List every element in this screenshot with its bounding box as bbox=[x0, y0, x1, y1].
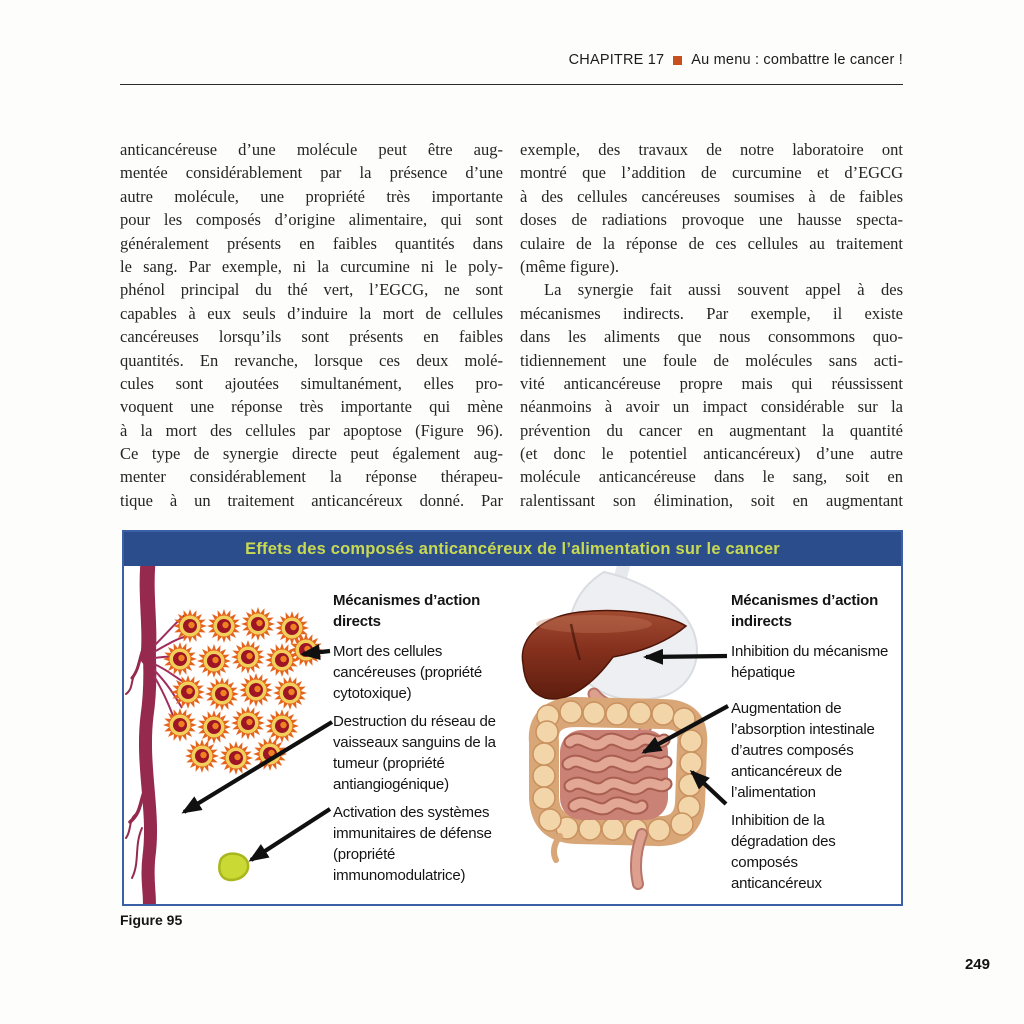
text-line: menter considérablement la réponse thérapeu- bbox=[120, 467, 503, 487]
text-line: montré que l’addition de curcumine et d’EGCG bbox=[520, 163, 903, 183]
header-rule bbox=[120, 84, 903, 85]
text-line: capables à eux seuls d’induire la mort de cellules bbox=[120, 303, 503, 323]
figure-box bbox=[122, 530, 903, 906]
label-cell-death: Mort des cellules cancéreuses (propriété cytotoxique) bbox=[333, 643, 483, 702]
rectum bbox=[636, 834, 642, 884]
figure-title-bar bbox=[124, 532, 901, 566]
text-line: culaire de la réponse de ces cellules au traitement bbox=[520, 233, 903, 253]
label-intestinal-absorption: Augmentation de l’absorption intestinale d’autres composés anticancéreux de l’alimentation bbox=[731, 700, 875, 801]
text-line: molécule anticancéreuse dans le sang, soit en bbox=[520, 467, 903, 487]
figure-caption: Figure 95 bbox=[120, 912, 183, 928]
text-line: (et donc le potentiel anticancéreux) d’une autre bbox=[520, 444, 903, 464]
chapter-label: CHAPITRE 17 bbox=[568, 52, 665, 68]
text-line: mentée considérablement par la présence d’une bbox=[120, 163, 503, 183]
indirect-mechanisms-heading: Mécanismes d’action indirects bbox=[731, 592, 879, 630]
text-line: autre molécule, une propriété très importante bbox=[120, 186, 503, 206]
text-line: pour les composés d’origine alimentaire, qui sont bbox=[120, 210, 503, 230]
text-line: exemple, des travaux de notre laboratoire ont bbox=[520, 140, 903, 159]
text-line: ralentissant son élimination, soit en augmentant bbox=[520, 490, 903, 510]
square-bullet-icon bbox=[673, 56, 682, 65]
text-line: Ce type de synergie directe peut également aug- bbox=[120, 444, 503, 464]
text-line: mécanismes indirects. Par exemple, il existe bbox=[520, 303, 903, 323]
text-column-right bbox=[520, 138, 903, 512]
text-line: tidiennement une foule de molécules sans acti- bbox=[520, 350, 903, 370]
text-line: cancéreuses lorsqu’ils sont présents en faibles bbox=[120, 327, 503, 347]
tumor-cell-cluster bbox=[163, 607, 323, 775]
small-intestine bbox=[560, 730, 668, 820]
text-line: voquent une réponse très importante qui mène bbox=[120, 397, 503, 417]
text-line: tique à un traitement anticancéreux donné. Par bbox=[120, 490, 503, 510]
text-line: phénol principal du thé vert, l’EGCG, ne sont bbox=[120, 280, 503, 300]
label-degradation-inhibition: Inhibition de la dégradation des composés anticancéreux bbox=[731, 812, 836, 892]
text-line: vité anticancéreuse propre mais qui réussissent bbox=[520, 373, 903, 393]
label-immune-activation: Activation des systèmes immunitaires de défense (propriété immunomodulatrice) bbox=[333, 804, 492, 884]
text-line: néanmoins à avoir un impact considérable sur la bbox=[520, 397, 903, 417]
text-line: à la mort des cellules par apoptose (Figure 96). bbox=[120, 420, 503, 440]
page-number: 249 bbox=[964, 956, 990, 973]
blood-vessel bbox=[126, 566, 151, 904]
text-line: quantités. En revanche, lorsque ces deux molé- bbox=[120, 350, 503, 370]
text-line: prévention du cancer en augmentant la quantité bbox=[520, 420, 903, 440]
figure-title: Effets des composés anticancéreux de l’alimentation sur le cancer bbox=[245, 539, 780, 558]
label-vessel-destruction: Destruction du réseau de vaisseaux sanguins de la tumeur (propriété antiangiogénique) bbox=[333, 713, 496, 793]
immune-cell bbox=[219, 854, 248, 880]
direct-mechanisms-heading: Mécanismes d’action directs bbox=[333, 592, 481, 630]
text-line: cules sont ajoutées simultanément, elles pro- bbox=[120, 373, 503, 393]
text-line: à des cellules cancéreuses soumises à de faibles bbox=[520, 186, 903, 206]
figure-content bbox=[124, 566, 901, 904]
text-line: le sang. Par exemple, ni la curcumine ni le poly- bbox=[120, 256, 503, 276]
text-line: dans les aliments que nous consommons quo- bbox=[520, 327, 903, 347]
text-line: La synergie fait aussi souvent appel à des bbox=[544, 280, 903, 300]
text-line: anticancéreuse d’une molécule peut être aug- bbox=[120, 140, 503, 159]
text-column-left bbox=[120, 138, 503, 512]
chapter-title: Au menu : combattre le cancer ! bbox=[691, 52, 903, 68]
page-header bbox=[569, 52, 903, 68]
text-line: doses de radiations provoque une hausse specta- bbox=[520, 210, 903, 230]
text-line: généralement présents en faibles quantités dans bbox=[120, 233, 503, 253]
text-line: (même figure). bbox=[520, 256, 619, 276]
label-hepatic-inhibition: Inhibition du mécanisme hépatique bbox=[731, 643, 889, 681]
